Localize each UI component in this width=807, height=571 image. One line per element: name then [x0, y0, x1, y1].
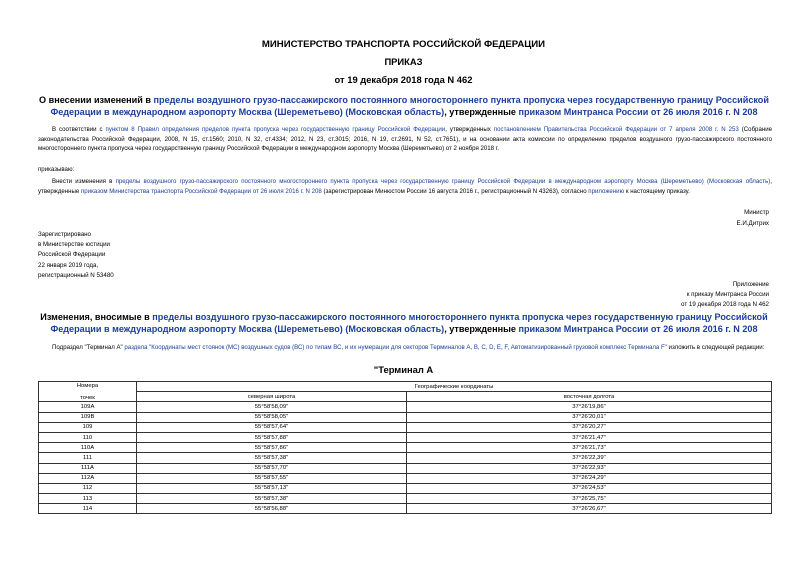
intro-paragraph: [38, 125, 772, 154]
order-title: [38, 95, 770, 118]
cell-point-number: 112: [39, 483, 137, 493]
table-row: [39, 483, 772, 493]
subsection-text: Подраздел "Терминал А": [52, 344, 125, 351]
registration-line: Российской Федерации: [38, 251, 106, 259]
intro-text: (Собрание законодательства Российской Федерации, 2008, N 15, ст.1560; 2010, N 32, ст.4334; 2012, N 23, ст.3015; 2016, N 19, ст.2691, N 52, ст.7651), и на основании акта комиссии по определению пределов воздушного грузо-пассажирского постоянного многостороннего пункта пропуска через государственную границу Российской Федерации в международном аэропорту Москва (Шереметьево) от 2 ноября 2018 г.: [38, 126, 772, 153]
appendix-line: от 19 декабря 2018 года N 462: [681, 301, 769, 309]
registration-line: в Министерстве юстиции: [38, 241, 111, 249]
appendix-title-text: Изменения, вносимые в: [40, 312, 153, 322]
cell-latitude: 55°58'58,05": [137, 412, 407, 422]
table-row: [39, 432, 772, 442]
table-row: [39, 473, 772, 483]
col-header-number-line: точек: [80, 394, 95, 401]
intro-link-rules[interactable]: пунктом 8 Правил определения пределов пункта пропуска через государственную границу Российской Федерации: [105, 126, 446, 133]
body-text: , утвержденные: [38, 178, 773, 195]
cell-latitude: 55°58'56,88": [137, 504, 407, 514]
table-row: [39, 504, 772, 514]
cell-longitude: 37°26'24,53": [407, 483, 772, 493]
registration-block: [38, 230, 114, 281]
signature-role: Министр: [744, 209, 769, 216]
subsection-paragraph: [38, 343, 772, 353]
cell-latitude: 55°58'57,70": [137, 463, 407, 473]
col-header-number: [39, 382, 137, 402]
cell-longitude: 37°26'20,27": [407, 422, 772, 432]
cell-latitude: 55°58'57,55": [137, 473, 407, 483]
registration-line: Зарегистрировано: [38, 231, 91, 238]
table-row: [39, 412, 772, 422]
cell-longitude: 37°26'19,86": [407, 402, 772, 412]
appendix-line: к приказу Минтранса России: [686, 291, 769, 299]
appendix-title-link-limits[interactable]: пределы воздушного грузо-пассажирского постоянного многостороннего пункта пропуска через государственную границу Российской Федерации в международном аэропорту Москва (Шереметьево) (Московская область): [50, 312, 768, 334]
cell-latitude: 55°58'57,88": [137, 432, 407, 442]
table-row: [39, 422, 772, 432]
cell-point-number: 109: [39, 422, 137, 432]
cell-latitude: 55°58'58,09": [137, 402, 407, 412]
body-link-appendix[interactable]: приложению: [588, 187, 625, 195]
title-text: О внесении изменений в: [39, 95, 154, 105]
subsection-text: изложить в следующей редакции:: [666, 344, 765, 351]
cell-point-number: 110: [39, 432, 137, 442]
prikazyvayu-text: приказываю:: [38, 166, 75, 173]
cell-point-number: 111A: [39, 463, 137, 473]
cell-latitude: 55°58'57,86": [137, 443, 407, 453]
title-text: , утвержденные: [444, 106, 519, 117]
intro-link-decree[interactable]: постановлением Правительства Российской Федерации от 7 апреля 2008 г. N 253: [493, 126, 739, 133]
table-row: [39, 453, 772, 463]
signature-block: [737, 207, 769, 229]
body-link-limits[interactable]: пределы воздушного грузо-пассажирского постоянного многостороннего пункта пропуска через государственную границу Российской Федерации в международном аэропорту Москва (Шереметьево) (Московская область): [115, 178, 771, 185]
table-row: [39, 463, 772, 473]
title-link-limits[interactable]: пределы воздушного грузо-пассажирского постоянного многостороннего пункта пропуска через государственную границу Российской Федерации в международном аэропорту Москва (Шереметьево) (Московская область): [50, 95, 769, 117]
body-text: к настоящему приказу.: [624, 187, 690, 195]
body-paragraph: [38, 177, 772, 196]
body-text: (зарегистрирован Минюстом России 16 августа 2016 г., регистрационный N 43263), согласно: [321, 187, 589, 195]
cell-longitude: 37°26'24,29": [407, 473, 772, 483]
cell-point-number: 109B: [39, 412, 137, 422]
col-header-number-line: Номера: [76, 382, 99, 389]
cell-latitude: 55°58'57,38": [137, 494, 407, 504]
appendix-block: [681, 280, 769, 311]
cell-point-number: 111: [39, 453, 137, 463]
subsection-link-section[interactable]: раздела "Координаты мест стоянок (МС) воздушных судов (ВС) по типам ВС, и их нумерации для секторов Терминалов A, B, C, D, E, F, Автоматизированный грузовой комплекс Терминала F": [124, 344, 667, 351]
appendix-line: Приложение: [732, 281, 769, 288]
doc-date-number: от 19 декабря 2018 года N 462: [334, 74, 473, 85]
cell-longitude: 37°26'22,93": [407, 463, 772, 473]
appendix-title: [38, 312, 770, 335]
cell-point-number: 112A: [39, 473, 137, 483]
cell-longitude: 37°26'21,73": [407, 443, 772, 453]
cell-latitude: 55°58'57,13": [137, 483, 407, 493]
cell-latitude: 55°58'57,64": [137, 422, 407, 432]
intro-text: В соответствии с: [52, 126, 106, 133]
registration-line: 22 января 2019 года,: [38, 261, 99, 269]
cell-longitude: 37°26'20,01": [407, 412, 772, 422]
appendix-title-link-order-208[interactable]: приказом Минтранса России от 26 июля 2016 г. N 208: [518, 323, 758, 334]
doc-type-heading: ПРИКАЗ: [384, 56, 423, 67]
body-link-order[interactable]: приказом Министерства транспорта Российской Федерации от 26 июля 2016 г. N 208: [81, 187, 322, 195]
col-header-geo: Географические координаты: [137, 382, 772, 392]
cell-point-number: 113: [39, 494, 137, 504]
signature-name: Е.И.Дитрих: [736, 220, 769, 227]
cell-longitude: 37°26'21,47": [407, 432, 772, 442]
cell-point-number: 110A: [39, 443, 137, 453]
cell-point-number: 109A: [39, 402, 137, 412]
intro-text: , утвержденных: [445, 126, 494, 133]
ministry-heading: МИНИСТЕРСТВО ТРАНСПОРТА РОССИЙСКОЙ ФЕДЕРАЦИИ: [261, 39, 546, 50]
col-header-lon: восточная долгота: [407, 392, 772, 402]
table-row: [39, 443, 772, 453]
body-text: Внести изменения в: [52, 178, 116, 185]
cell-longitude: 37°26'25,75": [407, 494, 772, 504]
table-row: [39, 402, 772, 412]
table-row: [39, 494, 772, 504]
title-link-order-208[interactable]: приказом Минтранса России от 26 июля 2016 г. N 208: [518, 106, 758, 117]
cell-latitude: 55°58'57,38": [137, 453, 407, 463]
coordinates-table: [38, 381, 772, 514]
cell-longitude: 37°26'22,39": [407, 453, 772, 463]
cell-point-number: 114: [39, 504, 137, 514]
cell-longitude: 37°26'26,67": [407, 504, 772, 514]
registration-line: регистрационный N 53480: [38, 271, 114, 279]
appendix-title-text: , утвержденные: [444, 323, 519, 334]
terminal-title: "Терминал А: [373, 364, 434, 375]
col-header-lat: северная широта: [137, 392, 407, 402]
